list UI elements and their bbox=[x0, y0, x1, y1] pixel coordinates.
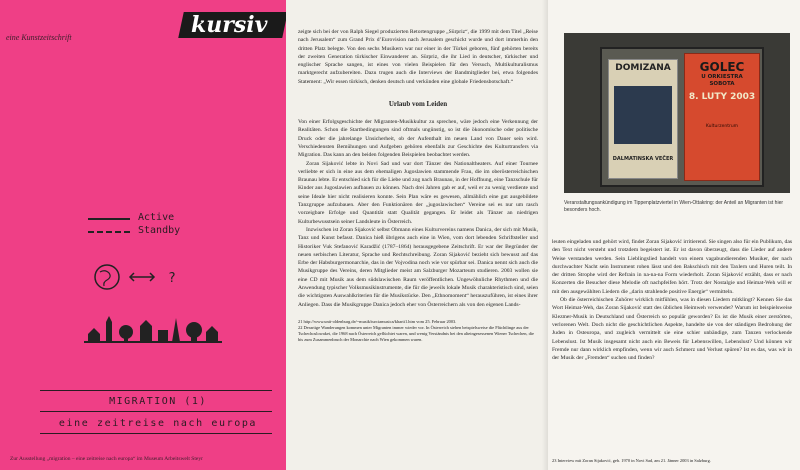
cover-footer: Zur Ausstellung „migration – eine zeitreise nach europa“ im Museum Arbeitswelt Steyr bbox=[10, 456, 203, 462]
middle-column bbox=[286, 0, 548, 470]
globe-arrow-icon bbox=[92, 262, 192, 296]
poster-golec bbox=[684, 53, 760, 181]
legend-active-label: Active bbox=[138, 212, 175, 223]
title-rule-bottom bbox=[40, 433, 272, 434]
paragraph-2: Zoran Sijaković lebte in Novi Sad und war dort Tänzer des Nationaltheaters. Auf einer Tournee verliebte er sich in eine aus dem ehemaligen Jugoslawien stammende Frau, die im oberösterreichischen Braunau lebte. Er entschied sich für die Liebe und zog nach Braunau, in der Hoffnung, eine Tanzschule für Kinder aus Jugoslawien aufbauen zu können. Nach drei Jahren gab er auf, weil er zu wenig verdiente und seine Ideale hier nicht realisieren konnte. Sein Plan wäre es gewesen, allmählich eine gut ausgebildete Tanzgruppe aufzubauen. Aber den Funktionären der „jugoslawischen“ Vereine sei es nur um rasch vorzeigbare Erfolge und Quantität statt Qualität gegangen. Er leidet als Tänzer an niedrigen Kulturbewusstsein seiner Landsleute in Österreich. bbox=[298, 160, 538, 225]
display-case bbox=[600, 47, 764, 187]
poster2-line2: SOBOTA bbox=[709, 81, 735, 87]
paragraph-1: Von einer Erfolgsgeschichte der Migranten-Musikkultur zu sprechen, wäre jedoch eine Verkennung der Realitäten. Schon die Startbedingungen sind oftmals ungünstig, so ist die ökonomische oder politische Druck oder die jahrelange Unsicherheit, ob der Aufenthalt im neuen Land von Dauer sein wird. Verschiedensten Bemühungen und Aufgeben gehören ebenfalls zur Geschichte des Kulturtransfers via Migration. Das kann an den beiden folgenden Beispielen beobachtet werden. bbox=[298, 119, 538, 159]
title-rule-mid bbox=[40, 411, 272, 412]
legend bbox=[88, 212, 208, 242]
poster1-image bbox=[614, 86, 672, 144]
footnotes bbox=[298, 319, 538, 343]
right-paragraph-1: leuten eingeladen und gehört wird, findet Zoran Sijaković irritierend. Sie singen also für ein Publikum, das den Text nicht versteht und trotzdem begeistert ist. Er ist davon überzeugt, dass die Lieder auf andere Weise verstanden werden. Sein Lieblingslied handelt von einem vagabundierenden Musiker, der nach durchwachter Nacht sein Instrument rohen lässt und den Bakschisch mit den Taxlern und Huren teilt. In der dritten Strophe wird der Refrain in na-na-na Form wiederholt. Zoran Sijaković erzählt, dass er nach Konzerten die Besucher diese Melodie oft nachpfeifen hört. Trotz der Nostalgie und Heimat-Weh will er mit den ausgewählten Liedern die „darin strahlende positive Energie“ vermitteln. bbox=[552, 239, 792, 295]
cover-kicker: eine Kunstzeitschrift bbox=[6, 33, 72, 42]
right-body-text bbox=[552, 238, 792, 362]
active-line-icon bbox=[88, 218, 130, 220]
poster2-foot: Kulturzentrum bbox=[705, 124, 739, 129]
poster2-title: GOLEC bbox=[699, 60, 745, 74]
poster-photo bbox=[564, 33, 790, 193]
legend-standby-label: Standby bbox=[138, 225, 181, 236]
cover-page bbox=[0, 0, 286, 470]
poster2-date: 8. LUTY 2003 bbox=[688, 92, 756, 102]
intro-paragraph: zeigte sich bei der von Ralph Siegel produzierten Retortengruppe „Sürpriz“, die 1999 mit dem Titel „Reise nach Jerusalem“ zum Grand Prix d’Eurovision nach Jerusalem geschickt wurde und dort immerhin den dritten Platz belegte. Von den sechs Musikern war nur einer in der Türkei geboren, fünf gehörten bereits der zweiten Generation türkischer Einwanderer an. Sürpriz, die ihr Lied in deutscher, türkischer und englischer Sprache sangen, ist eines von vielen Beispielen für den Versuch, Multikulturalismus marktgerecht aufzubereiten. Dazu trugen auch die Interviews der Bandmitglieder bei, etwa folgendes Statement: „Wir essen türkisch, denken deutsch und verkünden eine globale Friedensbotschaft.“ bbox=[298, 29, 538, 85]
poster-domizana bbox=[608, 59, 678, 179]
footnote-21: 21 http://www.unit-oldenburg.de/~musik/turciamusica/kharti1.htm vom 25. Februar 2003. bbox=[298, 318, 457, 324]
photo-caption: Veranstaltungsankündigung im Tippenplatzviertel in Wien-Ottakring: der Anteil an Migranten ist hier besonders hoch. bbox=[564, 200, 784, 213]
poster1-title: DOMIZANA bbox=[615, 63, 671, 73]
right-paragraph-2: Ob die österreichischen Zuhörer wirklich mitfühlen, was in diesen Liedern mitklingt? Kennen Sie das Wort Heimat-Weh, das Zoran Sijaković statt des üblichen Heimweh verwendet? Warum ist beispielsweise Klezmer-Musik in Deutschland und Österreich so populär geworden? Es ist die Musik einer zerstörten, verlorenen Welt. Doch nicht die geschichtlichen Aspekte, handelte sie von der ständigen Bedrohung der Juden in Osteuropa, und zugleich vermittelt sie eine schier unbändige, zum Tanzen verlockende Lebenslust. Ist Musik insgesamt nicht auch ein Beweis für Lebenswillen, Lebenslust? Und können wir Fremde nur dann wirklich empfinden, wenn wir auch Schmerz und Verlust spüren? Ist es das, was wir in der Musik der „Fremden“ suchen und finden? bbox=[552, 297, 792, 362]
right-column bbox=[548, 0, 800, 470]
skyline-icon bbox=[84, 312, 224, 346]
section-heading: Urlaub vom Leiden bbox=[388, 100, 448, 109]
poster2-line1: U ORKIESTRA bbox=[701, 74, 743, 80]
footnote-23: 23 Interview mit Zoran Sijaković, geb. 1970 in Novi Sad, am 21. Jänner 2003 in Salzburg. bbox=[552, 458, 711, 463]
title-rule-top bbox=[40, 390, 272, 391]
footnote-22: 22 Derartige Wanderungen kommen unter Migranten immer wieder vor. In Österreich stehen beispielsweise die Flüchtlinge aus der Tschechoslowakei, die 1968 nach Österreich geflüchtet waren, und wenig Verständnis bei den alteingesessenen Wiener Tschechen, die bis zum Zusammenbruch der Monarchie nach Wien gekommen waren. bbox=[298, 324, 534, 342]
logo-text: kursiv bbox=[191, 12, 268, 38]
paragraph-3: Inzwischen ist Zoran Sijaković selbst Obmann eines Kulturvereins namens Danica, der sich mit Musik, Tanz und Kunst befasst. Danica hieß übrigens auch eine in Wien, vom dort lebenden Schriftsteller und Historiker Vuk Stefanović Karadžić (1787–1864) herausgegebene Zeitschrift. Er war der Begründer der neuen serbischen Literatur, Sprache und Rechtschreibung. Zoran Sijaković bezieht sich bewusst auf das Erbe der Habsburgermonarchie, das in der Vojvodina noch wie vor spürbar sei. Danica nennt sich auch die Musikgruppe des Vereins, deren Mitglieder meist am Salzburger Mozarteum studieren. 2003 wollen sie eine CD mit Musik aus dem südslawischen Raum veröffentlichen. Ungewöhnliche Rhythmen und die Anwendung typischer Volksmusikinstrumente, die für die jeweils lokale Musik charakteristisch sind, seien die wichtigsten Auswahlkriterien für die Musikstücke. Den „Ethnomoment“ herauszuführen, ist eines ihrer Anliegen. Dass die Musikgruppe Danica jedoch eher von Österreichern als von den eigenen Lands- bbox=[298, 226, 538, 308]
standby-line-icon bbox=[88, 231, 130, 233]
cover-title: MIGRATION (1) bbox=[109, 396, 207, 407]
cover-subtitle: eine zeitreise nach europa bbox=[58, 418, 258, 429]
poster1-subtitle: DALMATINSKA VEČER bbox=[612, 156, 674, 162]
kursiv-logo bbox=[178, 12, 288, 38]
question-mark: ? bbox=[168, 271, 176, 286]
